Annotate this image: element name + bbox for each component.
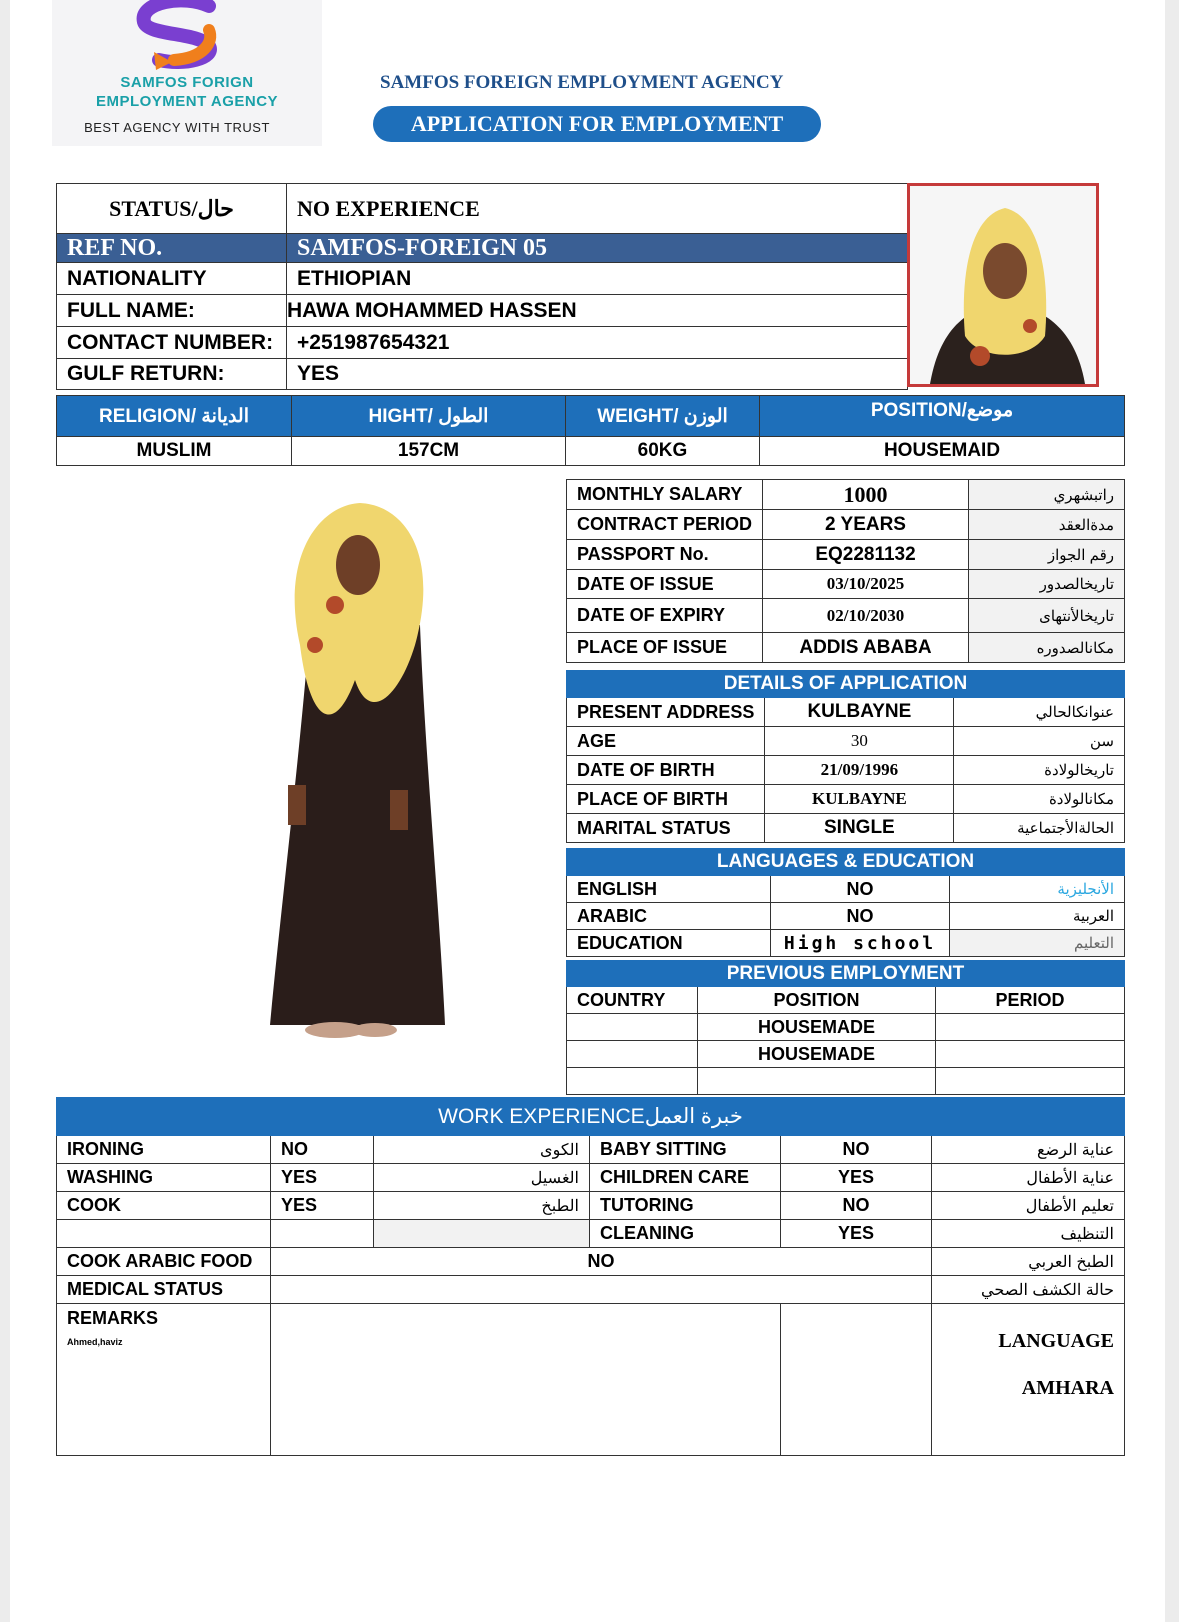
prev-header-position: POSITION [698, 987, 936, 1014]
skill-tutoring-ar: تعليم الأطفال [932, 1192, 1125, 1220]
language-row [567, 876, 1125, 903]
details-arabic: سن [954, 727, 1125, 756]
skill-ironing-label: IRONING [57, 1136, 271, 1164]
previous-employment-row [567, 1014, 1125, 1041]
skill-cleaning-value: YES [781, 1220, 932, 1248]
passport-photo [907, 183, 1099, 387]
ref-value: SAMFOS-FOREIGN 05 [287, 234, 908, 263]
height-value: 157CM [292, 437, 566, 466]
details-row [567, 756, 1125, 785]
gulf-return-value: YES [287, 359, 908, 390]
details-label: MARITAL STATUS [567, 814, 765, 843]
logo-tagline: BEST AGENCY WITH TRUST [84, 120, 270, 135]
contract-value: 03/10/2025 [763, 570, 969, 599]
contract-arabic: مدةالعقد [969, 510, 1125, 540]
details-label: DATE OF BIRTH [567, 756, 765, 785]
gulf-return-label: GULF RETURN: [57, 359, 287, 390]
weight-value: 60KG [566, 437, 760, 466]
contract-value: 1000 [763, 480, 969, 510]
previous-title: PREVIOUS EMPLOYMENT [567, 961, 1125, 987]
work-experience-table [56, 1097, 1125, 1456]
prev-position: HOUSEMADE [698, 1014, 936, 1041]
languages-title: LANGUAGES & EDUCATION [567, 849, 1125, 876]
skill-washing-ar: الغسيل [374, 1164, 590, 1192]
nationality-value: ETHIOPIAN [287, 263, 908, 295]
details-value: SINGLE [765, 814, 954, 843]
skill-ironing-value: NO [271, 1136, 374, 1164]
contract-label: DATE OF ISSUE [567, 570, 763, 599]
language-row-value: High school [771, 930, 950, 957]
skill-cleaning-ar: التنظيف [932, 1220, 1125, 1248]
skill-babysitting-label: BABY SITTING [590, 1136, 781, 1164]
previous-employment-row [567, 1041, 1125, 1068]
application-page [10, 0, 1165, 1622]
language-row-label: ENGLISH [567, 876, 771, 903]
medical-ar: حالة الكشف الصحي [932, 1276, 1125, 1304]
language-row-arabic: العربية [950, 903, 1125, 930]
prev-country [567, 1041, 698, 1068]
language-row-arabic: التعليم [950, 930, 1125, 957]
arabic-food-label: COOK ARABIC FOOD [57, 1248, 271, 1276]
weight-header: WEIGHT/ الوزن [566, 396, 760, 437]
skill-cleaning-label: CLEANING [590, 1220, 781, 1248]
language-cell [932, 1304, 1125, 1456]
prev-header-period: PERIOD [936, 987, 1125, 1014]
contract-arabic: تاريخالأنتهاى [969, 599, 1125, 633]
details-value: KULBAYNE [765, 698, 954, 727]
contract-label: PLACE OF ISSUE [567, 633, 763, 663]
attributes-table [56, 395, 1125, 466]
skill-childcare-ar: عناية الأطفال [932, 1164, 1125, 1192]
contract-value: ADDIS ABABA [763, 633, 969, 663]
empty-cell [271, 1220, 374, 1248]
details-label: PLACE OF BIRTH [567, 785, 765, 814]
language-row-arabic: الأنجليزية [950, 876, 1125, 903]
contract-arabic: رقم الجواز [969, 540, 1125, 570]
skill-washing-value: YES [271, 1164, 374, 1192]
details-arabic: عنوانكالحالي [954, 698, 1125, 727]
remarks-blank [271, 1304, 781, 1456]
contract-row [567, 540, 1125, 570]
skill-cook-ar: الطبخ [374, 1192, 590, 1220]
arabic-food-value: NO [271, 1248, 932, 1276]
prev-country [567, 1014, 698, 1041]
work-title: WORK EXPERIENCEخبرة العمل [57, 1098, 1125, 1136]
details-arabic: مكانالولادة [954, 785, 1125, 814]
contact-value: +251987654321 [287, 327, 908, 359]
contract-row [567, 633, 1125, 663]
details-title: DETAILS OF APPLICATION [567, 671, 1125, 698]
remarks-cell [57, 1304, 271, 1456]
skill-childcare-label: CHILDREN CARE [590, 1164, 781, 1192]
logo-line-1: SAMFOS FORIGN [120, 74, 254, 91]
contract-label: MONTHLY SALARY [567, 480, 763, 510]
empty-cell [57, 1220, 271, 1248]
contract-arabic: مكانالصدوره [969, 633, 1125, 663]
skill-tutoring-value: NO [781, 1192, 932, 1220]
ref-label: REF NO. [57, 234, 287, 263]
prev-empty [936, 1068, 1125, 1095]
details-arabic: تاريخالولادة [954, 756, 1125, 785]
status-value: NO EXPERIENCE [287, 184, 908, 234]
contract-row [567, 480, 1125, 510]
contract-label: CONTRACT PERIOD [567, 510, 763, 540]
contract-row [567, 599, 1125, 633]
language-row-value: NO [771, 903, 950, 930]
arabic-food-ar: الطبخ العربي [932, 1248, 1125, 1276]
prev-empty [698, 1068, 936, 1095]
contract-value: EQ2281132 [763, 540, 969, 570]
fullname-value: HAWA MOHAMMED HASSEN [287, 295, 908, 327]
contract-label: PASSPORT No. [567, 540, 763, 570]
prev-empty [567, 1068, 698, 1095]
skill-cook-label: COOK [57, 1192, 271, 1220]
remarks-label: REMARKS [67, 1308, 159, 1328]
details-label: AGE [567, 727, 765, 756]
language-value: AMHARA [1021, 1377, 1114, 1399]
agency-logo [52, 0, 322, 146]
skill-washing-label: WASHING [57, 1164, 271, 1192]
skill-ironing-ar: الكوى [374, 1136, 590, 1164]
skill-cook-value: YES [271, 1192, 374, 1220]
details-row [567, 785, 1125, 814]
details-label: PRESENT ADDRESS [567, 698, 765, 727]
contract-label: DATE OF EXPIRY [567, 599, 763, 633]
status-label: STATUS/حال [57, 184, 287, 234]
contract-row [567, 570, 1125, 599]
skill-tutoring-label: TUTORING [590, 1192, 781, 1220]
medical-value [271, 1276, 932, 1304]
prev-header-country: COUNTRY [567, 987, 698, 1014]
prev-period [936, 1014, 1125, 1041]
empty-cell [374, 1220, 590, 1248]
details-arabic: الحالةالأجتماعية [954, 814, 1125, 843]
applicant-info-table [56, 183, 908, 390]
logo-s-icon [114, 0, 244, 70]
skill-babysitting-value: NO [781, 1136, 932, 1164]
remarks-blank-2 [781, 1304, 932, 1456]
contract-arabic: راتبشهري [969, 480, 1125, 510]
contract-row [567, 510, 1125, 540]
details-value: 21/09/1996 [765, 756, 954, 785]
prev-period [936, 1041, 1125, 1068]
previous-employment-table [566, 960, 1125, 1095]
agency-name: SAMFOS FOREIGN EMPLOYMENT AGENCY [380, 72, 784, 93]
religion-value: MUSLIM [57, 437, 292, 466]
details-table [566, 670, 1125, 843]
language-row [567, 930, 1125, 957]
religion-header: RELIGION/ الديانة [57, 396, 292, 437]
logo-line-2: EMPLOYMENT AGENCY [95, 93, 279, 110]
form-title: APPLICATION FOR EMPLOYMENT [373, 106, 821, 142]
nationality-label: NATIONALITY [57, 263, 287, 295]
fullname-label: FULL NAME: [57, 295, 287, 327]
languages-table [566, 848, 1125, 957]
skill-babysitting-ar: عناية الرضع [932, 1136, 1125, 1164]
details-value: 30 [765, 727, 954, 756]
language-row [567, 903, 1125, 930]
contract-arabic: تاريخالصدور [969, 570, 1125, 599]
details-row [567, 814, 1125, 843]
language-row-label: ARABIC [567, 903, 771, 930]
medical-label: MEDICAL STATUS [57, 1276, 271, 1304]
previous-employment-row [567, 1068, 1125, 1095]
full-body-photo [240, 495, 510, 1065]
contract-value: 02/10/2030 [763, 599, 969, 633]
position-value: HOUSEMAID [760, 437, 1125, 466]
skill-childcare-value: YES [781, 1164, 932, 1192]
contract-table [566, 479, 1125, 663]
details-row [567, 698, 1125, 727]
details-value: KULBAYNE [765, 785, 954, 814]
contract-value: 2 YEARS [763, 510, 969, 540]
height-header: HIGHT/ الطول [292, 396, 566, 437]
contact-label: CONTACT NUMBER: [57, 327, 287, 359]
language-row-value: NO [771, 876, 950, 903]
language-row-label: EDUCATION [567, 930, 771, 957]
prev-position: HOUSEMADE [698, 1041, 936, 1068]
language-label: LANGUAGE [998, 1330, 1114, 1352]
position-header: POSITION/موضع [760, 396, 1125, 437]
remarks-signature: Ahmed,haviz [67, 1337, 123, 1347]
details-row [567, 727, 1125, 756]
